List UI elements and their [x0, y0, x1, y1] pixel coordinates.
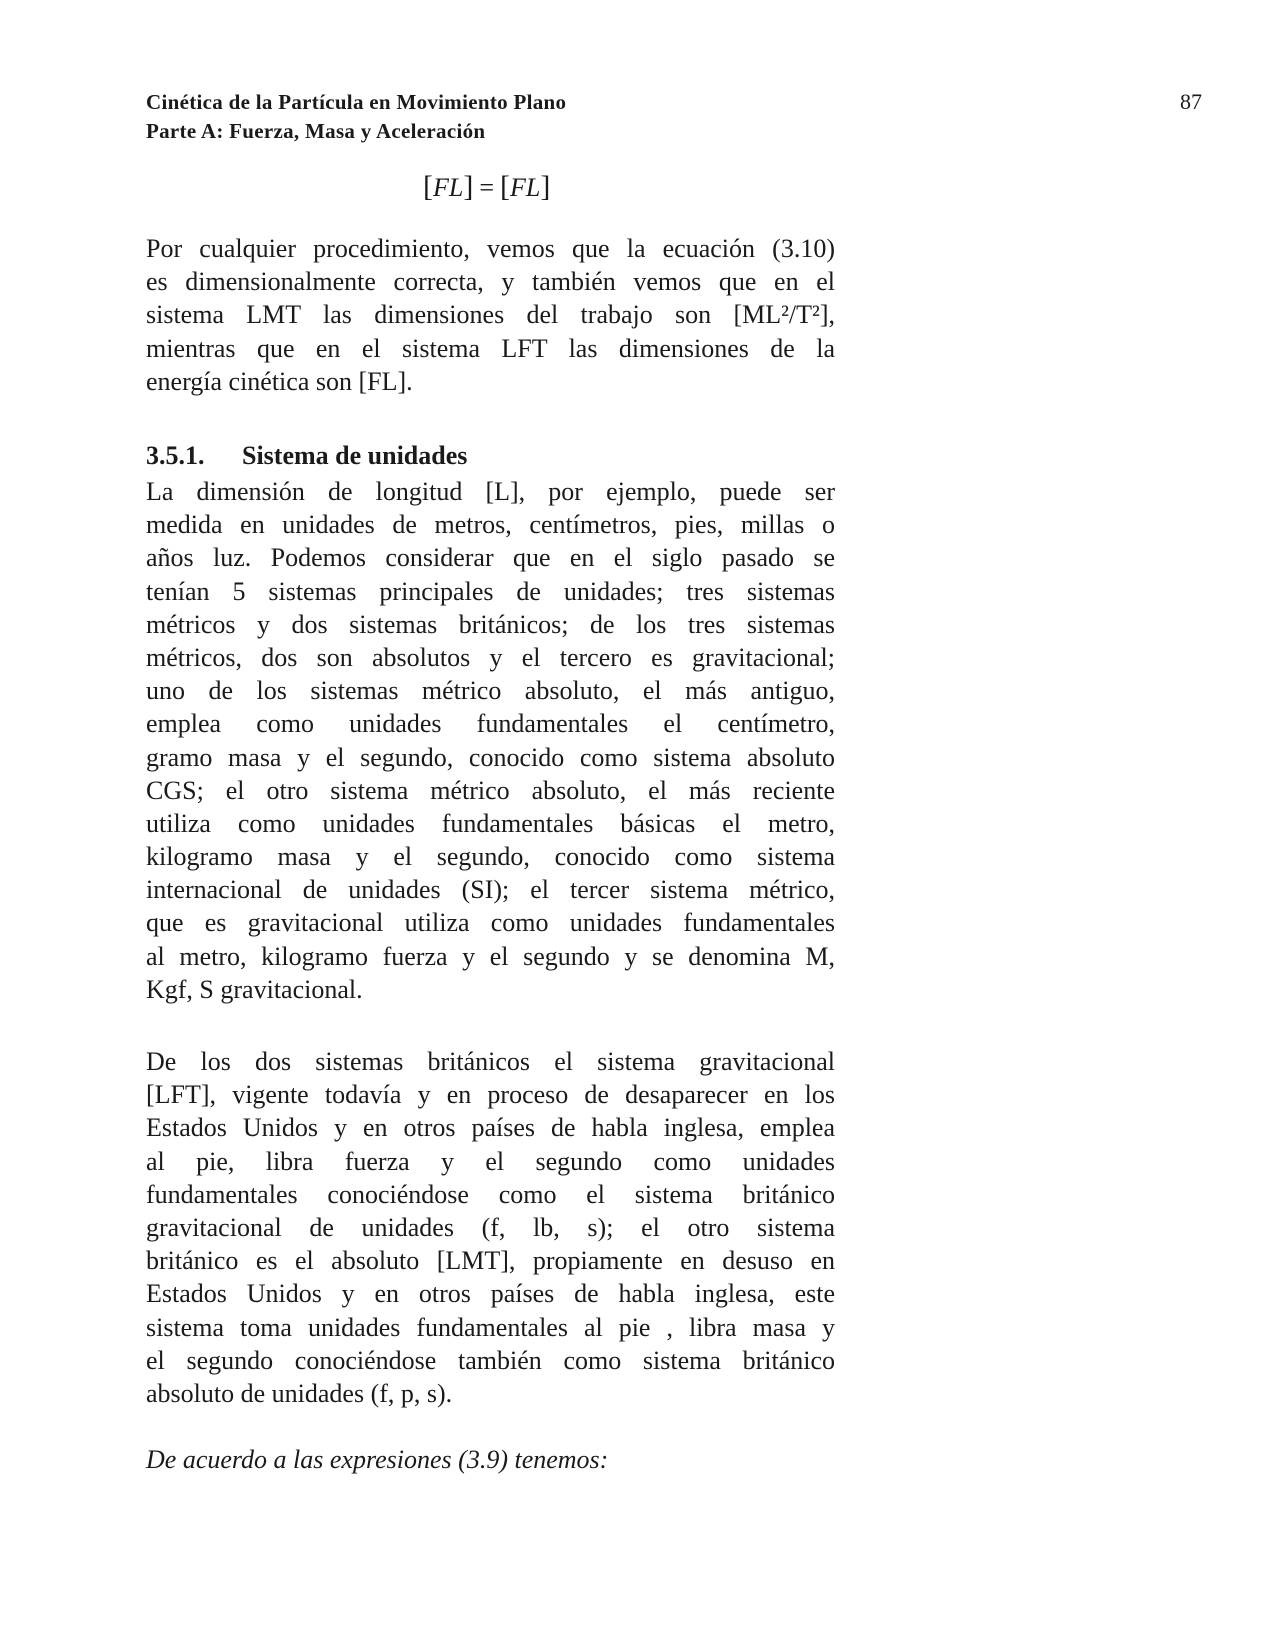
running-header-subtitle: Parte A: Fuerza, Masa y Aceleración	[146, 119, 486, 143]
text-line: CGS; el otro sistema métrico absoluto, el más reciente	[146, 775, 835, 805]
text-line: años luz. Podemos considerar que en el siglo pasado se	[146, 543, 835, 573]
running-header-title: Cinética de la Partícula en Movimiento Plano	[146, 90, 567, 114]
text-line: Estados Unidos y en otros países de habla inglesa, este	[146, 1279, 835, 1309]
text-line: sistema LMT las dimensiones del trabajo son [ML²/T²],	[146, 300, 835, 330]
paragraph-dimensional-check	[146, 232, 835, 398]
text-line: que es gravitacional utiliza como unidades fundamentales	[146, 908, 835, 938]
text-line: utiliza como unidades fundamentales básicas el metro,	[146, 808, 835, 838]
text-line: al pie, libra fuerza y el segundo como unidades	[146, 1146, 835, 1176]
closing-sentence: De acuerdo a las expresiones (3.9) tenemos:	[146, 1445, 609, 1474]
text-line: [LFT], vigente todavía y en proceso de desaparecer en los	[146, 1080, 835, 1110]
text-line: medida en unidades de metros, centímetros, pies, millas o	[146, 510, 835, 540]
equation-fl: [FL] = [FL]	[423, 170, 551, 203]
text-line: gravitacional de unidades (f, lb, s); el otro sistema	[146, 1212, 835, 1242]
text-line: mientras que en el sistema LFT las dimensiones de la	[146, 333, 835, 363]
text-line: métricos y dos sistemas británicos; de los tres sistemas	[146, 609, 835, 639]
equation-left-term: FL	[433, 173, 464, 202]
text-line: Kgf, S gravitacional.	[146, 974, 363, 1004]
equation-right-term: FL	[510, 173, 541, 202]
text-line: emplea como unidades fundamentales el centímetro,	[146, 709, 835, 739]
paragraph-british-systems	[146, 1045, 835, 1410]
text-line: kilogramo masa y el segundo, conocido como sistema	[146, 842, 835, 872]
text-line: Estados Unidos y en otros países de habla inglesa, emplea	[146, 1113, 835, 1143]
paragraph-unit-systems	[146, 475, 835, 1006]
text-line: al metro, kilogramo fuerza y el segundo y se denomina M,	[146, 941, 835, 971]
text-line: fundamentales conociéndose como el sistema británico	[146, 1179, 835, 1209]
section-title: Sistema de unidades	[242, 441, 468, 470]
text-line: uno de los sistemas métrico absoluto, el más antiguo,	[146, 676, 835, 706]
section-number: 3.5.1.	[146, 441, 205, 470]
section-heading	[146, 441, 467, 471]
page-number: 87	[1180, 89, 1202, 114]
text-line: internacional de unidades (SI); el tercer sistema métrico,	[146, 875, 835, 905]
text-line: métricos, dos son absolutos y el tercero es gravitacional;	[146, 642, 835, 672]
text-line: británico es el absoluto [LMT], propiamente en desuso en	[146, 1246, 835, 1276]
text-line: gramo masa y el segundo, conocido como sistema absoluto	[146, 742, 835, 772]
text-line: Por cualquier procedimiento, vemos que la ecuación (3.10)	[146, 234, 835, 263]
text-line: De los dos sistemas británicos el sistema gravitacional	[146, 1047, 835, 1076]
text-line: absoluto de unidades (f, p, s).	[146, 1378, 453, 1408]
text-line: energía cinética son [FL].	[146, 366, 413, 396]
text-line: sistema toma unidades fundamentales al pie , libra masa y	[146, 1312, 835, 1342]
text-line: el segundo conociéndose también como sistema británico	[146, 1345, 835, 1375]
text-line: tenían 5 sistemas principales de unidades; tres sistemas	[146, 576, 835, 606]
text-line: es dimensionalmente correcta, y también vemos que en el	[146, 267, 835, 297]
text-line: La dimensión de longitud [L], por ejemplo, puede ser	[146, 477, 835, 506]
